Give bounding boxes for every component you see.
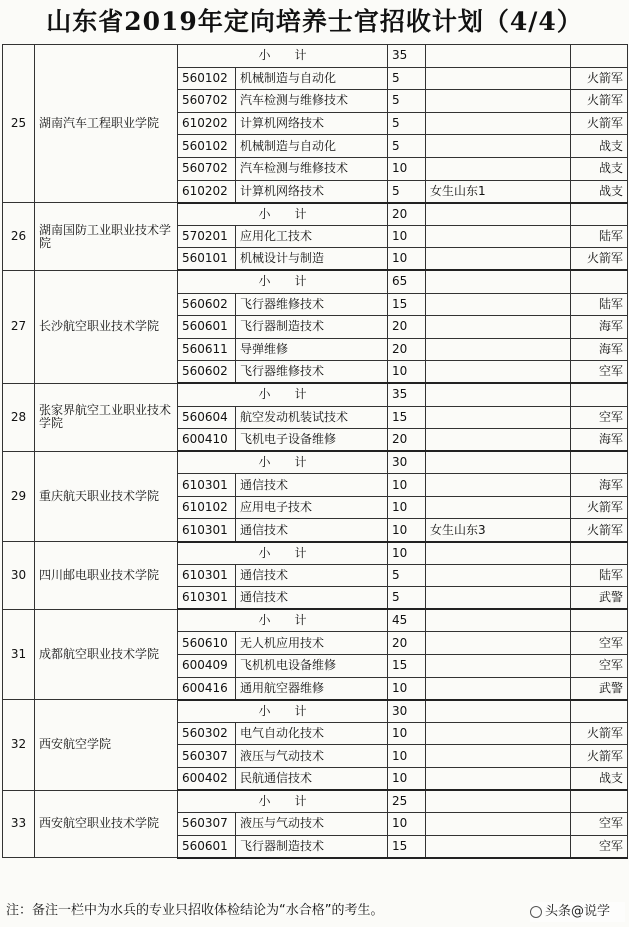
- major-cell: 通信技术: [236, 519, 388, 542]
- num-cell: 5: [388, 67, 426, 90]
- branch-cell: 火箭军: [571, 519, 628, 542]
- num-cell: 5: [388, 90, 426, 113]
- branch-cell: 火箭军: [571, 722, 628, 745]
- subtotal-branch-cell: [571, 700, 628, 723]
- subtotal-row: [3, 45, 628, 68]
- code-cell: 610301: [178, 519, 236, 542]
- branch-cell: 空军: [571, 835, 628, 858]
- major-cell: 飞行器维修技术: [236, 361, 388, 384]
- subtotal-note-cell: [426, 542, 571, 565]
- major-cell: 飞机机电设备维修: [236, 655, 388, 678]
- branch-cell: 陆军: [571, 225, 628, 248]
- code-cell: 600402: [178, 768, 236, 791]
- code-cell: 610301: [178, 587, 236, 610]
- major-cell: 计算机网络技术: [236, 112, 388, 135]
- subtotal-branch-cell: [571, 542, 628, 565]
- code-cell: 560601: [178, 835, 236, 858]
- school-name: 四川邮电职业技术学院: [35, 542, 178, 610]
- num-cell: 5: [388, 112, 426, 135]
- subtotal-note-cell: [426, 203, 571, 226]
- subtotal-value: 10: [388, 542, 426, 565]
- footer-note: 注：备注一栏中为水兵的专业只招收体检结论为“水合格”的考生。: [6, 903, 384, 918]
- num-cell: 15: [388, 655, 426, 678]
- subtotal-row: [3, 609, 628, 632]
- note-cell: [426, 768, 571, 791]
- note-cell: [426, 429, 571, 452]
- group-number: 29: [3, 451, 35, 541]
- major-cell: 液压与气动技术: [236, 745, 388, 768]
- major-cell: 机械制造与自动化: [236, 67, 388, 90]
- major-cell: 汽车检测与维修技术: [236, 157, 388, 180]
- note-cell: [426, 248, 571, 271]
- branch-cell: 火箭军: [571, 745, 628, 768]
- branch-cell: 火箭军: [571, 248, 628, 271]
- subtotal-note-cell: [426, 270, 571, 293]
- branch-cell: 火箭军: [571, 496, 628, 519]
- subtotal-label: 小 计: [178, 609, 388, 632]
- branch-cell: 空军: [571, 655, 628, 678]
- num-cell: 10: [388, 722, 426, 745]
- subtotal-note-cell: [426, 451, 571, 474]
- num-cell: 10: [388, 248, 426, 271]
- group-number: 25: [3, 45, 35, 203]
- branch-cell: 空军: [571, 632, 628, 655]
- school-name: 成都航空职业技术学院: [35, 609, 178, 699]
- note-cell: [426, 835, 571, 858]
- note-cell: [426, 496, 571, 519]
- num-cell: 10: [388, 361, 426, 384]
- code-cell: 560102: [178, 67, 236, 90]
- branch-cell: 海军: [571, 474, 628, 497]
- code-cell: 560302: [178, 722, 236, 745]
- watermark-icon: [530, 906, 542, 918]
- subtotal-branch-cell: [571, 609, 628, 632]
- subtotal-value: 35: [388, 383, 426, 406]
- num-cell: 10: [388, 677, 426, 700]
- subtotal-row: [3, 270, 628, 293]
- note-cell: [426, 338, 571, 361]
- note-cell: [426, 564, 571, 587]
- code-cell: 610301: [178, 564, 236, 587]
- group-number: 32: [3, 700, 35, 790]
- major-cell: 计算机网络技术: [236, 180, 388, 203]
- subtotal-value: 35: [388, 45, 426, 68]
- major-cell: 飞行器维修技术: [236, 293, 388, 316]
- subtotal-value: 30: [388, 700, 426, 723]
- major-cell: 导弹维修: [236, 338, 388, 361]
- note-cell: [426, 157, 571, 180]
- branch-cell: 陆军: [571, 564, 628, 587]
- note-cell: [426, 67, 571, 90]
- school-name: 重庆航天职业技术学院: [35, 451, 178, 541]
- subtotal-row: [3, 700, 628, 723]
- num-cell: 5: [388, 564, 426, 587]
- subtotal-value: 45: [388, 609, 426, 632]
- page-title: 山东省2019年定向培养士官招收计划（4/4）: [46, 7, 583, 36]
- note-cell: [426, 90, 571, 113]
- code-cell: 600409: [178, 655, 236, 678]
- num-cell: 10: [388, 813, 426, 836]
- subtotal-label: 小 计: [178, 383, 388, 406]
- code-cell: 560602: [178, 293, 236, 316]
- num-cell: 5: [388, 180, 426, 203]
- num-cell: 10: [388, 474, 426, 497]
- subtotal-value: 25: [388, 790, 426, 813]
- note-cell: [426, 474, 571, 497]
- note-cell: [426, 293, 571, 316]
- table-body: [3, 45, 628, 858]
- subtotal-value: 30: [388, 451, 426, 474]
- school-name: 西安航空职业技术学院: [35, 790, 178, 858]
- subtotal-row: [3, 383, 628, 406]
- branch-cell: 空军: [571, 813, 628, 836]
- major-cell: 机械设计与制造: [236, 248, 388, 271]
- major-cell: 飞机电子设备维修: [236, 429, 388, 452]
- branch-cell: 空军: [571, 406, 628, 429]
- branch-cell: 武警: [571, 677, 628, 700]
- branch-cell: 战支: [571, 157, 628, 180]
- subtotal-label: 小 计: [178, 542, 388, 565]
- major-cell: 汽车检测与维修技术: [236, 90, 388, 113]
- note-cell: [426, 316, 571, 339]
- subtotal-note-cell: [426, 383, 571, 406]
- subtotal-label: 小 计: [178, 45, 388, 68]
- major-cell: 机械制造与自动化: [236, 135, 388, 158]
- branch-cell: 海军: [571, 429, 628, 452]
- note-cell: [426, 225, 571, 248]
- school-name: 西安航空学院: [35, 700, 178, 790]
- note-cell: [426, 632, 571, 655]
- branch-cell: 火箭军: [571, 90, 628, 113]
- major-cell: 飞行器制造技术: [236, 835, 388, 858]
- school-name: 张家界航空工业职业技术学院: [35, 383, 178, 451]
- subtotal-branch-cell: [571, 45, 628, 68]
- branch-cell: 战支: [571, 768, 628, 791]
- code-cell: 560604: [178, 406, 236, 429]
- note-cell: [426, 813, 571, 836]
- subtotal-branch-cell: [571, 383, 628, 406]
- branch-cell: 火箭军: [571, 112, 628, 135]
- num-cell: 5: [388, 135, 426, 158]
- code-cell: 610102: [178, 496, 236, 519]
- group-number: 27: [3, 270, 35, 383]
- num-cell: 15: [388, 835, 426, 858]
- group-number: 33: [3, 790, 35, 858]
- subtotal-note-cell: [426, 45, 571, 68]
- code-cell: 560307: [178, 745, 236, 768]
- num-cell: 20: [388, 429, 426, 452]
- major-cell: 飞行器制造技术: [236, 316, 388, 339]
- code-cell: 560307: [178, 813, 236, 836]
- note-cell: 女生山东3: [426, 519, 571, 542]
- num-cell: 10: [388, 768, 426, 791]
- num-cell: 15: [388, 406, 426, 429]
- note-cell: [426, 655, 571, 678]
- subtotal-value: 65: [388, 270, 426, 293]
- subtotal-label: 小 计: [178, 451, 388, 474]
- subtotal-label: 小 计: [178, 790, 388, 813]
- subtotal-row: [3, 790, 628, 813]
- num-cell: 10: [388, 225, 426, 248]
- major-cell: 通信技术: [236, 564, 388, 587]
- group-number: 30: [3, 542, 35, 610]
- subtotal-label: 小 计: [178, 700, 388, 723]
- code-cell: 610202: [178, 180, 236, 203]
- note-cell: [426, 112, 571, 135]
- subtotal-row: [3, 542, 628, 565]
- subtotal-branch-cell: [571, 451, 628, 474]
- code-cell: 610301: [178, 474, 236, 497]
- num-cell: 10: [388, 745, 426, 768]
- note-cell: [426, 677, 571, 700]
- code-cell: 600410: [178, 429, 236, 452]
- num-cell: 10: [388, 496, 426, 519]
- subtotal-label: 小 计: [178, 270, 388, 293]
- major-cell: 电气自动化技术: [236, 722, 388, 745]
- note-cell: [426, 135, 571, 158]
- major-cell: 应用化工技术: [236, 225, 388, 248]
- group-number: 26: [3, 203, 35, 271]
- major-cell: 通用航空器维修: [236, 677, 388, 700]
- code-cell: 560102: [178, 135, 236, 158]
- school-name: 湖南国防工业职业技术学院: [35, 203, 178, 271]
- school-name: 湖南汽车工程职业学院: [35, 45, 178, 203]
- subtotal-branch-cell: [571, 203, 628, 226]
- code-cell: 560610: [178, 632, 236, 655]
- num-cell: 15: [388, 293, 426, 316]
- major-cell: 通信技术: [236, 587, 388, 610]
- branch-cell: 陆军: [571, 293, 628, 316]
- code-cell: 600416: [178, 677, 236, 700]
- note-cell: [426, 361, 571, 384]
- num-cell: 10: [388, 157, 426, 180]
- note-cell: [426, 406, 571, 429]
- subtotal-branch-cell: [571, 270, 628, 293]
- subtotal-branch-cell: [571, 790, 628, 813]
- major-cell: 航空发动机装试技术: [236, 406, 388, 429]
- watermark: [530, 902, 625, 922]
- num-cell: 20: [388, 338, 426, 361]
- num-cell: 10: [388, 519, 426, 542]
- group-number: 28: [3, 383, 35, 451]
- note-cell: [426, 587, 571, 610]
- branch-cell: 战支: [571, 135, 628, 158]
- subtotal-label: 小 计: [178, 203, 388, 226]
- num-cell: 5: [388, 587, 426, 610]
- num-cell: 20: [388, 316, 426, 339]
- group-number: 31: [3, 609, 35, 699]
- code-cell: 570201: [178, 225, 236, 248]
- code-cell: 560702: [178, 157, 236, 180]
- major-cell: 通信技术: [236, 474, 388, 497]
- subtotal-row: [3, 451, 628, 474]
- subtotal-note-cell: [426, 790, 571, 813]
- note-cell: 女生山东1: [426, 180, 571, 203]
- note-cell: [426, 722, 571, 745]
- subtotal-note-cell: [426, 609, 571, 632]
- subtotal-note-cell: [426, 700, 571, 723]
- note-cell: [426, 745, 571, 768]
- major-cell: 液压与气动技术: [236, 813, 388, 836]
- watermark-text: 头条@说学: [545, 904, 611, 919]
- branch-cell: 海军: [571, 316, 628, 339]
- branch-cell: 武警: [571, 587, 628, 610]
- branch-cell: 海军: [571, 338, 628, 361]
- major-cell: 应用电子技术: [236, 496, 388, 519]
- subtotal-value: 20: [388, 203, 426, 226]
- code-cell: 560702: [178, 90, 236, 113]
- num-cell: 20: [388, 632, 426, 655]
- branch-cell: 空军: [571, 361, 628, 384]
- code-cell: 560601: [178, 316, 236, 339]
- school-name: 长沙航空职业技术学院: [35, 270, 178, 383]
- code-cell: 560602: [178, 361, 236, 384]
- code-cell: 560101: [178, 248, 236, 271]
- major-cell: 无人机应用技术: [236, 632, 388, 655]
- branch-cell: 火箭军: [571, 67, 628, 90]
- major-cell: 民航通信技术: [236, 768, 388, 791]
- code-cell: 560611: [178, 338, 236, 361]
- subtotal-row: [3, 203, 628, 226]
- branch-cell: 战支: [571, 180, 628, 203]
- code-cell: 610202: [178, 112, 236, 135]
- recruitment-plan-table: [2, 44, 628, 859]
